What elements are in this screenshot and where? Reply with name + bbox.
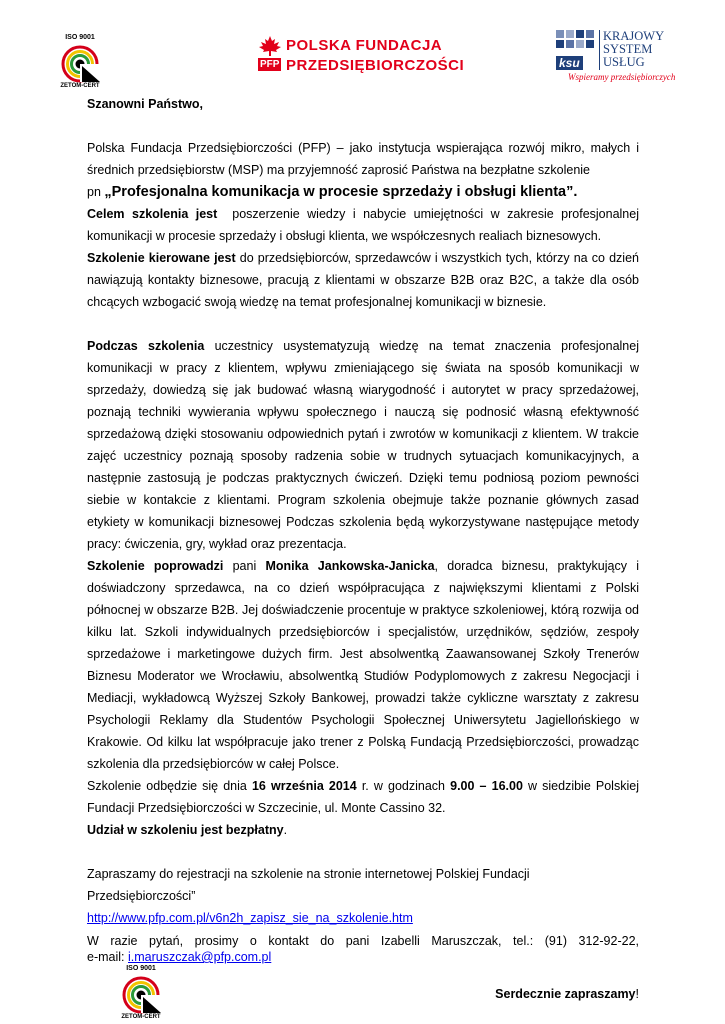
- maple-leaf-icon: [258, 36, 282, 56]
- closing: Serdecznie zapraszamy!: [495, 987, 639, 1001]
- zetom-cert-mark-icon: [58, 43, 102, 83]
- goal-paragraph: Celem szkolenia jest poszerzenie wiedzy i nabycie umiejętności w zakresie profesjonalnej komunikacji w procesie sprzedaży i obsługi klienta, we współczesnych realiach biznesowych.: [87, 207, 639, 243]
- ksu-badge: ksu: [556, 56, 583, 70]
- training-date: 16 września 2014: [251, 779, 357, 793]
- trainer-name: Monika Jankowska-Janicka: [265, 559, 435, 573]
- register-link[interactable]: http://www.pfp.com.pl/v6n2h_zapisz_sie_na_szkolenie.htm: [87, 911, 413, 925]
- trainer-paragraph: Szkolenie poprowadzi pani Monika Jankowska-Janicka, doradca biznesu, praktykujący i doświadczony sprzedawca, na co dzień współpracująca z największymi klientami z Polski północnej w obszarze B2B. Jej doświadczenie procentuje w praktyce szkoleniowej, którą rozwija od kilku lat. Szkoli indywidualnych przedsiębiorców i specjalistów, urzędników, sędziów, zespoły sprzedażowe i marketingowe dużych firm. Jest absolwentką Zaawansowanej Szkoły Trenerów Biznesu Moderator we Wrocławiu, absolwentką Studiów Podyplomowych z zakresu Negocjacji i Mediacji, wykładowcą Wyższej Szkoły Bankowej, prowadzi także cykliczne warsztaty z zakresu Psychologii Reklamy dla Studentów Psychologii Społecznej Uniwersytetu Jagiellońskiego w Krakowie. Od kilku lat współpracuje jako trener z Polską Fundacją Przedsiębiorczości, prowadząc szkolenia dla przedsiębiorców w całej Polsce.: [87, 559, 639, 771]
- ksu-line2: SYSTEM: [603, 42, 653, 56]
- audience-paragraph: Szkolenie kierowane jest do przedsiębiorców, sprzedawców i wszystkich tych, którzy na co dzień nawiązują kontakty biznesowe, pracują z klientami w obszarze B2B oraz B2C, a także dla osób chcących wzbogacić swoją wiedzę na temat profesjonalnej komunikacji w biznesie.: [87, 251, 639, 309]
- pfp-name-line1: POLSKA FUNDACJA: [286, 37, 443, 54]
- letter-body: [87, 93, 639, 1005]
- training-hours: 9.00 – 16.00: [450, 779, 523, 793]
- ksu-logo: [556, 30, 676, 85]
- iso-logo-bottom: [109, 965, 173, 1021]
- iso-logo-top: [48, 34, 112, 90]
- iso-title-bottom: ISO 9001: [126, 965, 156, 972]
- zetom-cert-mark-bottom-icon: [119, 974, 163, 1014]
- contact-email-link[interactable]: i.maruszczak@pfp.com.pl: [128, 950, 272, 964]
- ksu-grid-icon: [556, 30, 596, 56]
- ksu-tagline: Wspieramy przedsiębiorczych: [568, 72, 676, 82]
- greeting: Szanowni Państwo,: [87, 97, 203, 111]
- pfp-badge: PFP: [260, 59, 280, 70]
- pfp-logo: [258, 36, 465, 76]
- date-paragraph: Szkolenie odbędzie się dnia 16 września 2014 r. w godzinach 9.00 – 16.00 w siedzibie Polskiej Fundacji Przedsiębiorczości w Szczecinie, ul. Monte Cassino 32.: [87, 779, 639, 815]
- during-paragraph: Podczas szkolenia uczestnicy usystematyzują wiedzę na temat znaczenia profesjonalnej komunikacji w pracy z klientem, wpływu zmieniającego się świata na sposób komunikacji w sprzedaży, dowiedzą się jak budować własną wiarygodność i autorytet w pracy sprzedażowej, poznają techniki wywierania wpływu społecznego i nauczą się podnosić własną efektywność sprzedażową dzięki stosowaniu odpowiednich pytań i zwrotów w komunikacji z klientem. W trakcie zajęć uczestnicy poznają sposoby radzenia sobie w trudnych sytuacjach komunikacyjnych, a następnie zastosują je podczas praktycznych ćwiczeń. Dzięki temu podniosą poziom pewności siebie w kontakcie z klientami. Program szkolenia obejmuje także poznanie głównych zasad etykiety w komunikacji biznesowej Podczas szkolenia będą wykorzystywane następujące metody pracy: ćwiczenia, gry, wykład oraz prezentacja.: [87, 339, 639, 551]
- iso-sub-bottom: ZETOM-CERT: [121, 1014, 161, 1020]
- training-title: „Profesjonalna komunikacja w procesie sprzedaży i obsługi klienta”.: [104, 184, 578, 200]
- iso-sub: ZETOM-CERT: [60, 83, 100, 89]
- free-notice: Udział w szkoleniu jest bezpłatny.: [87, 823, 288, 837]
- iso-title: ISO 9001: [65, 34, 95, 41]
- ksu-divider: [599, 30, 600, 70]
- register-paragraph: Zapraszamy do rejestracji na szkolenie na stronie internetowej Polskiej Fundacji Przedsiębiorczości” http://www.pfp.com.pl/v6n2h_zapisz_sie_na_szkolenie.htm: [87, 867, 530, 925]
- ksu-line3: USŁUG: [603, 55, 645, 69]
- ksu-line1: KRAJOWY: [603, 29, 665, 43]
- contact-paragraph: W razie pytań, prosimy o kontakt do pani Izabelli Maruszczak, tel.: (91) 312-92-22, e-mail: i.maruszczak@pfp.com.pl: [87, 934, 639, 964]
- pfp-name-line2: PRZEDSIĘBIORCZOŚCI: [286, 57, 465, 74]
- intro-paragraph: Polska Fundacja Przedsiębiorczości (PFP) – jako instytucja wspierająca rozwój mikro, małych i średnich przedsiębiorstw (MSP) ma przyjemność zaprosić Państwa na bezpłatne szkolenie pn „Profesjonalna komunikacja w procesie sprzedaży i obsługi klienta”.: [87, 141, 639, 200]
